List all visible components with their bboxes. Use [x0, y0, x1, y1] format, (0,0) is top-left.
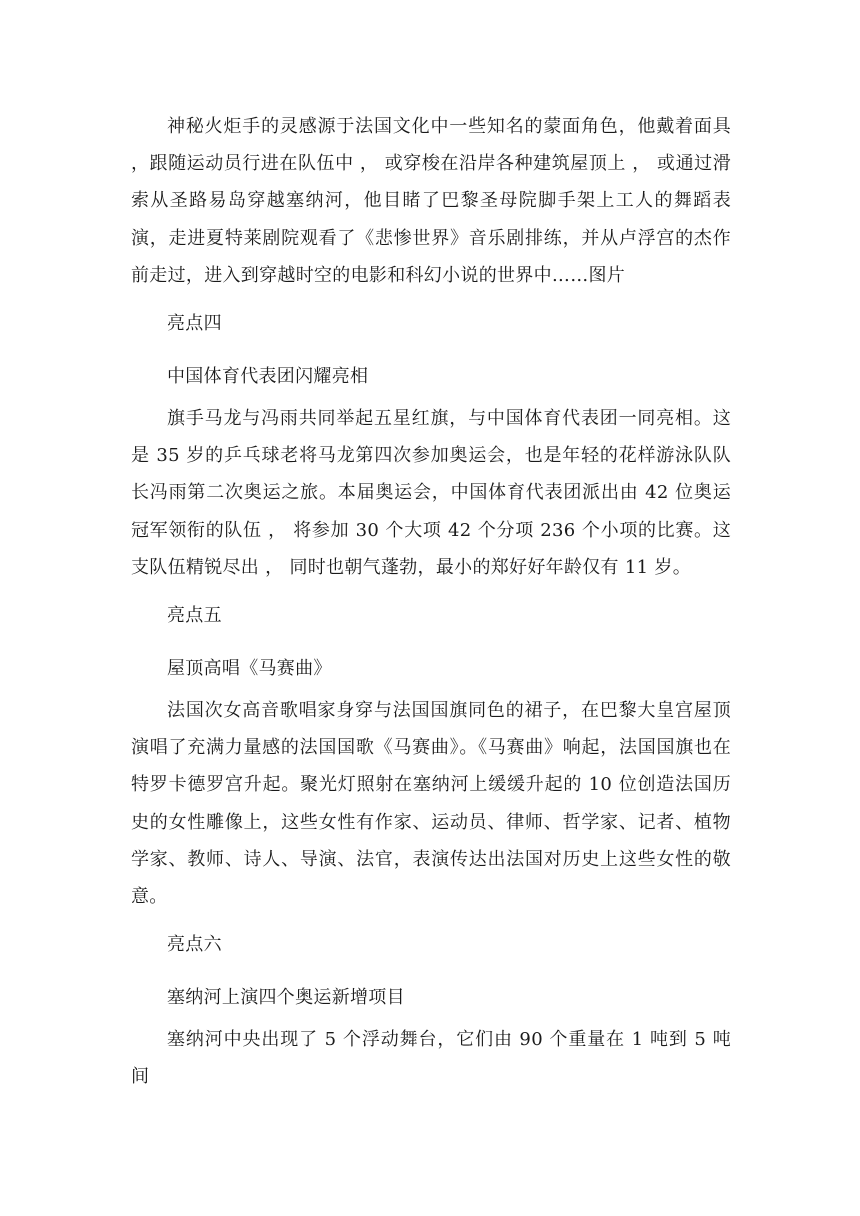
paragraph-mystery-torchbearer: 神秘火炬手的灵感源于法国文化中一些知名的蒙面角色，他戴着面具 ，跟随运动员行进在队伍中 ， 或穿梭在沿岸各种建筑屋顶上 ， 或通过滑索从圣路易岛穿越塞纳河，他目睹了巴黎圣母院脚手架上工人的舞蹈表演，走进夏特莱剧院观看了《悲惨世界》音乐剧排练，并从卢浮宫的杰作前走过，进入到穿越时空的电影和科幻小说的世界中……图片: [131, 116, 731, 286]
document-body: [131, 108, 731, 1096]
heading-highlight-six: 亮点六: [167, 934, 222, 956]
paragraph-floating-stages: 塞纳河中央出现了 5 个浮动舞台，它们由 90 个重量在 1 吨到 5 吨间: [131, 1029, 731, 1088]
paragraph-marseillaise: 法国次女高音歌唱家身穿与法国国旗同色的裙子，在巴黎大皇宫屋顶演唱了充满力量感的法国国歌《马赛曲》。《马赛曲》响起，法国国旗也在特罗卡德罗宫升起。聚光灯照射在塞纳河上缓缓升起的 10 位创造法国历史的女性雕像上，这些女性有作家、运动员、律师、哲学家、记者、植物学家、教师、诗人、导演、法官，表演传达出法国对历史上这些女性的敬意。: [131, 700, 731, 908]
heading-highlight-five: 亮点五: [167, 605, 222, 627]
heading-new-events: 塞纳河上演四个奥运新增项目: [167, 987, 405, 1009]
heading-marseillaise: 屋顶高唱《马赛曲》: [167, 658, 332, 680]
heading-highlight-four: 亮点四: [167, 313, 222, 335]
heading-china-delegation: 中国体育代表团闪耀亮相: [167, 366, 369, 388]
paragraph-china-delegation: 旗手马龙与冯雨共同举起五星红旗，与中国体育代表团一同亮相。这是 35 岁的乒乓球老将马龙第四次参加奥运会，也是年轻的花样游泳队队长冯雨第二次奥运之旅。本届奥运会，中国体育代表团派出由 42 位奥运冠军领衔的队伍 ， 将参加 30 个大项 42 个分项 236 个小项的比赛。这支队伍精锐尽出 ， 同时也朝气蓬勃，最小的郑好好年龄仅有 11 岁。: [131, 408, 731, 578]
